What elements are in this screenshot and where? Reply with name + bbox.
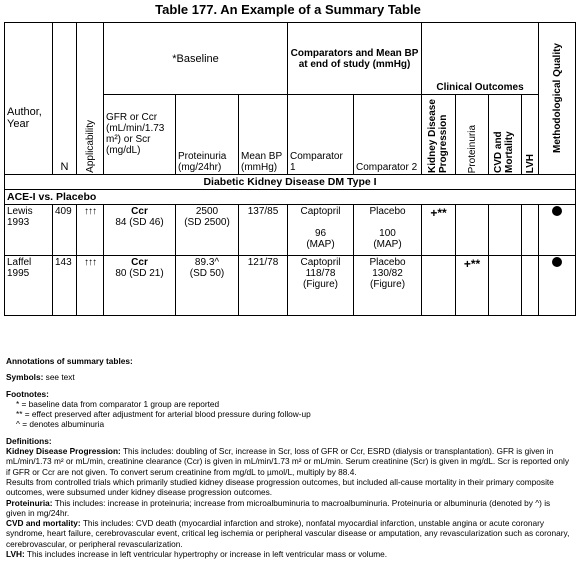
row-gfr: Ccr 84 (SD 46): [104, 205, 176, 256]
row-quality: [539, 205, 576, 256]
row-author: Laffel 1995: [5, 256, 53, 316]
row-cvd: [489, 205, 522, 256]
header-baseline: *Baseline: [104, 23, 288, 95]
footnote: ** = effect preserved after adjustment for arterial blood pressure during follow-up: [16, 409, 311, 420]
row-n: 143: [53, 256, 77, 316]
row-applicability: ↑↑↑: [77, 256, 104, 316]
header-proteinuria-outcome-cell: [456, 95, 489, 175]
header-proteinuria: Proteinuria (mg/24hr): [176, 95, 239, 175]
row-quality: [539, 256, 576, 316]
footnotes-heading: Footnotes:: [6, 388, 49, 399]
header-comparator2: Comparator 2: [354, 95, 422, 175]
row-comparator2: Placebo 130/82 (Figure): [354, 256, 422, 316]
header-kidney: Kidney Disease Progression: [426, 99, 449, 173]
row-mean-bp: 137/85: [239, 205, 288, 256]
definition-kdp: Kidney Disease Progression: This includes: doubling of Scr, increase in Scr, loss of GFR or Ccr, ESRD (dialysis or transplantation). GFR is given in mL/min/1.73 m² or mL/min, creatinine clearance (Ccr) is given in mL/min/1.73 m² or mL/min. Serum creatinine (Scr) is given in mg/dL. Scr is reported only if GFR or Ccr are not given. To convert serum creatinine from mg/dL to µmol/L, multiply by 88.4.: [6, 446, 569, 477]
definition-proteinuria: Proteinuria: This includes: increase in proteinuria; increase from microalbuminuria to macroalbuminuria. Proteinuria or albuminuria (denoted by ^) is given in mg/24hr.: [6, 497, 551, 518]
row-kidney: [422, 256, 456, 316]
definitions-heading: Definitions:: [6, 435, 52, 446]
header-cvd: CVD and Mortality: [493, 131, 516, 173]
row-author: Lewis 1993: [5, 205, 53, 256]
row-comparator1: Captopril 118/78 (Figure): [288, 256, 354, 316]
header-author-year: Author, Year: [5, 23, 53, 175]
header-comparator1: Comparator 1: [288, 95, 354, 175]
header-applicability-cell: [77, 23, 104, 175]
footnote: ^ = denotes albuminuria: [16, 419, 105, 430]
row-cvd: [489, 256, 522, 316]
section-title: Diabetic Kidney Disease DM Type I: [5, 175, 576, 190]
header-methodological: Methodological Quality: [551, 43, 563, 154]
row-comparator1: Captopril 96 (MAP): [288, 205, 354, 256]
row-lvh: [522, 256, 539, 316]
group-title: ACE-I vs. Placebo: [5, 190, 576, 205]
table-row: [5, 256, 576, 316]
table-row: [5, 205, 576, 256]
row-proteinuria: 89.3^ (SD 50): [176, 256, 239, 316]
header-lvh-cell: [522, 95, 539, 175]
annotations-heading: Annotations of summary tables:: [6, 356, 133, 366]
definition-kdp-extra: Results from controlled trials which primarily studied kidney disease progression outcomes, but included all-cause mortality in their primary composite outcomes, were subsumed under kidney disease progression outcomes.: [6, 476, 554, 498]
row-proteinuria-outcome: +**: [456, 256, 489, 316]
header-methodological-cell: [539, 23, 576, 175]
header-n: N: [53, 23, 77, 175]
header-comparators: Comparators and Mean BP at end of study (mmHg): [288, 23, 422, 95]
row-comparator2: Placebo 100 (MAP): [354, 205, 422, 256]
quality-dot-icon: [552, 257, 562, 267]
row-proteinuria-outcome: [456, 205, 489, 256]
row-applicability: ↑↑↑: [77, 205, 104, 256]
symbols-line: Symbols: see text: [6, 372, 75, 383]
row-gfr: Ccr 80 (SD 21): [104, 256, 176, 316]
row-lvh: [522, 205, 539, 256]
header-proteinuria-outcome: Proteinuria: [466, 124, 478, 173]
row-kidney: +**: [422, 205, 456, 256]
header-clinical-outcomes: Clinical Outcomes: [422, 23, 539, 95]
header-cvd-cell: [489, 95, 522, 175]
row-mean-bp: 121/78: [239, 256, 288, 316]
row-proteinuria: 2500 (SD 2500): [176, 205, 239, 256]
definition-cvd: CVD and mortality: This includes: CVD death (myocardial infarction and stroke), nonfatal myocardial infarction, unstable angina or acute coronary syndrome, heart failure, cerebrovascular event, critical leg ischemia or peripheral vascular disease or amputation, any revascularization such as coronary, cerebrovascular, or peripheral revascularization.: [6, 518, 570, 549]
header-gfr: GFR or Ccr (mL/min/1.73 m²) or Scr (mg/dL): [104, 95, 176, 175]
header-mean-bp: Mean BP (mmHg): [239, 95, 288, 175]
quality-dot-icon: [552, 206, 562, 216]
header-lvh: LVH: [524, 153, 536, 173]
definition-lvh: LVH: This includes increase in left ventricular hypertrophy or increase in left ventricular mass or volume.: [6, 549, 388, 560]
header-applicability: Applicability: [84, 120, 96, 173]
notes-section: [6, 356, 570, 559]
row-n: 409: [53, 205, 77, 256]
header-kidney-cell: [422, 95, 456, 175]
table-title: Table 177. An Example of a Summary Table: [155, 2, 421, 17]
footnote: * = baseline data from comparator 1 group are reported: [16, 398, 220, 409]
summary-table: [4, 22, 576, 316]
